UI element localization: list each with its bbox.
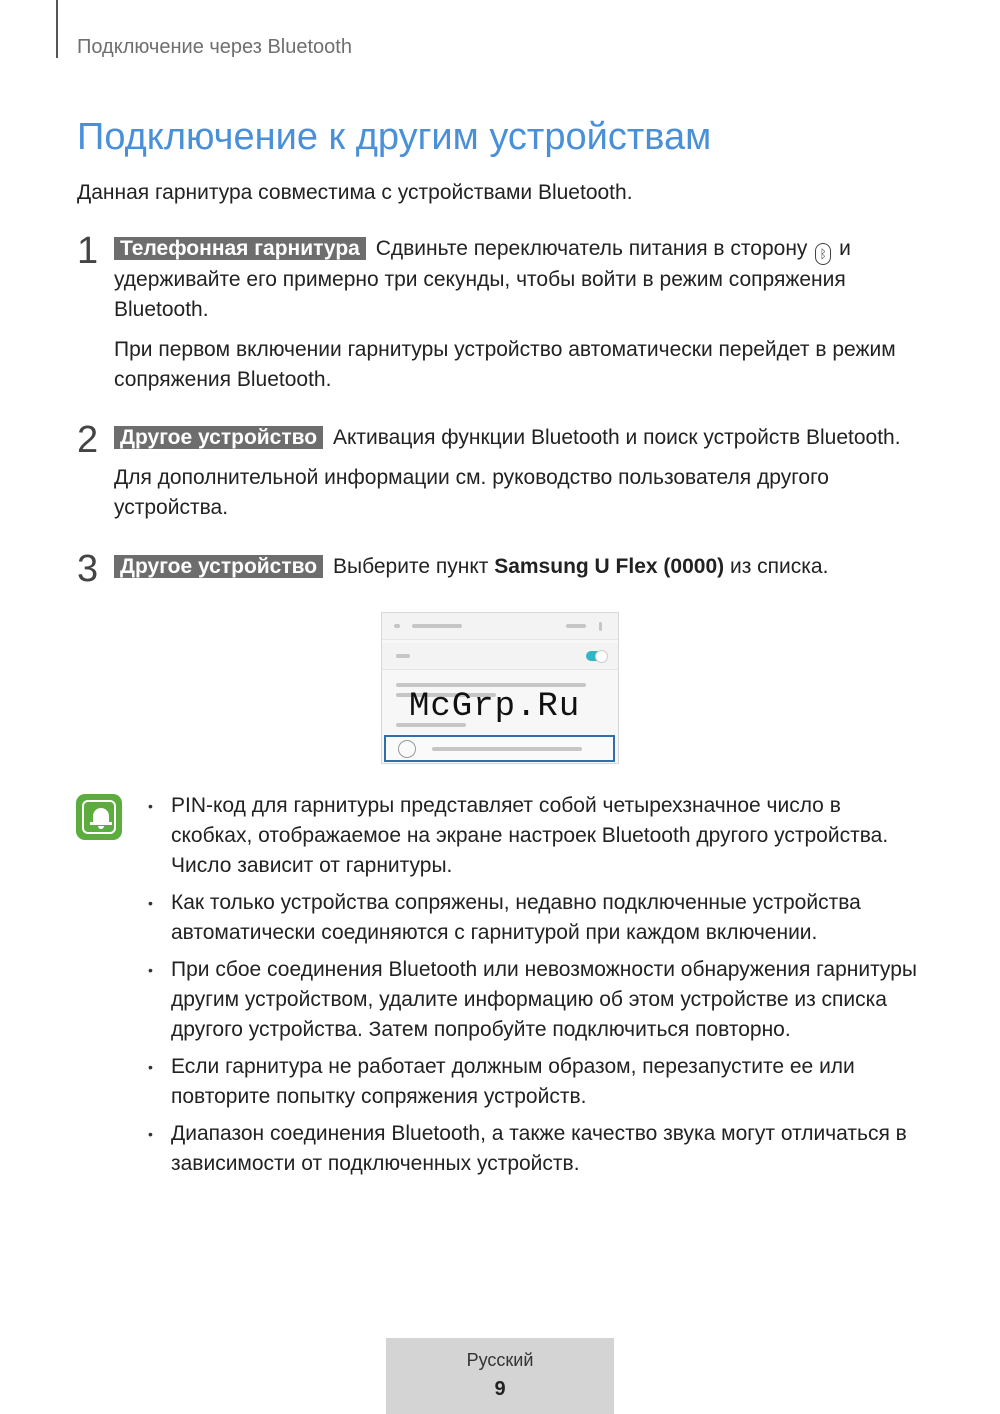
note-item: • При сбое соединения Bluetooth или невозможности обнаружения гарнитуры другим устройством, удалите информацию об этом устройстве из списка другого устройства. Затем попробуйте подключиться повторно. [148, 955, 918, 1045]
note-item: • Если гарнитура не работает должным образом, перезапустите ее или повторите попытку сопряжения устройств. [148, 1052, 918, 1112]
step-number: 1 [77, 230, 99, 272]
intro-text: Данная гарнитура совместима с устройствами Bluetooth. [77, 181, 633, 204]
step-body [114, 423, 904, 523]
blurred-text [396, 654, 410, 658]
step-text: Выберите пункт [332, 555, 489, 578]
device-tag: Телефонная гарнитура [114, 237, 366, 260]
step-text: Сдвиньте переключатель питания в сторону [375, 237, 808, 260]
bluetooth-icon: ᛒ [815, 243, 831, 265]
notice-icon-frame [82, 800, 116, 834]
bell-base [90, 822, 112, 825]
notes-list [148, 791, 918, 1186]
bell-clapper [98, 826, 104, 829]
blurred-text [412, 624, 462, 628]
headphones-icon [398, 740, 416, 758]
header-rule [56, 0, 58, 58]
screenshot-appbar [382, 613, 618, 640]
step-number: 3 [77, 548, 99, 590]
note-item: • PIN-код для гарнитуры представляет собой четырехзначное число в скобках, отображаемое на экране настроек Bluetooth другого устройства. Число зависит от гарнитуры. [148, 791, 918, 881]
blurred-text [432, 747, 582, 751]
bell-notice-icon [76, 794, 122, 840]
toggle-icon [586, 651, 606, 661]
page-title: Подключение к другим устройствам [77, 116, 712, 158]
watermark: McGrp.Ru [409, 688, 581, 726]
back-icon [394, 624, 400, 628]
blurred-text [566, 624, 586, 628]
step-note: При первом включении гарнитуры устройство автоматически перейдет в режим сопряжения Bluetooth. [114, 338, 896, 391]
more-icon [599, 622, 602, 631]
blurred-text [396, 683, 586, 687]
section-header: Подключение через Bluetooth [77, 36, 352, 58]
step-number: 2 [77, 419, 99, 461]
step-note: Для дополнительной информации см. руководство пользователя другого устройства. [114, 466, 829, 519]
step-text-cont: из списка. [729, 555, 829, 578]
device-tag: Другое устройство [114, 426, 323, 449]
step-body [114, 552, 904, 582]
device-name: Samsung U Flex (0000) [494, 555, 725, 578]
screenshot-selected-device [384, 735, 615, 762]
step-text-cont: и удерживайте его примерно три секунды, чтобы войти в режим сопряжения Bluetooth. [114, 237, 851, 321]
screenshot-toggle-row [382, 643, 618, 670]
step-body [114, 234, 904, 395]
step-text: Активация функции Bluetooth и поиск устройств Bluetooth. [332, 426, 901, 449]
note-item: • Как только устройства сопряжены, недавно подключенные устройства автоматически соединяются с гарнитурой при каждом включении. [148, 888, 918, 948]
device-tag: Другое устройство [114, 555, 323, 578]
footer-language: Русский [466, 1350, 534, 1370]
page-footer [386, 1338, 614, 1414]
page-number: 9 [494, 1378, 506, 1400]
note-item: • Диапазон соединения Bluetooth, а также качество звука могут отличаться в зависимости от подключенных устройств. [148, 1119, 918, 1179]
